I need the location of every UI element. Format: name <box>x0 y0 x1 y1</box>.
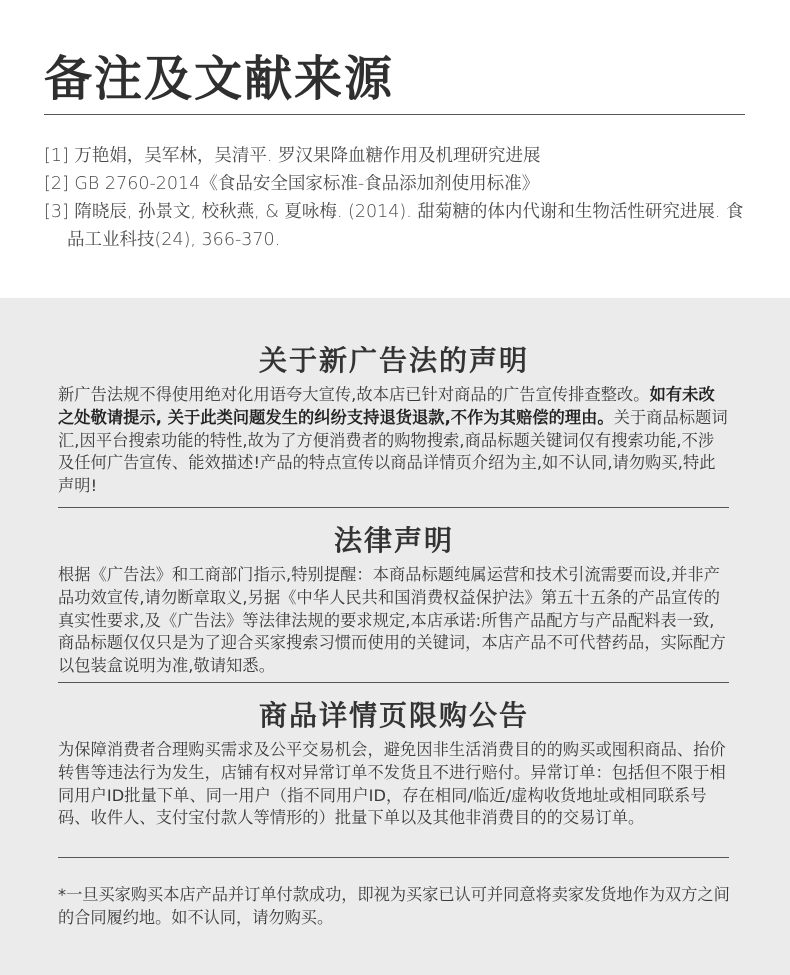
section-divider <box>58 682 729 683</box>
ad-law-title: 关于新广告法的声明 <box>258 344 529 377</box>
section-divider <box>58 857 729 858</box>
reference-item: [1] 万艳娟，吴军林，吴清平. 罗汉果降血糖作用及机理研究进展 <box>44 146 541 166</box>
ad-law-text-bold: 如有未改之处敬请提示, 关于此类问题发生的纠纷支持退货退款,不作为其赔偿的理由。 <box>58 385 715 427</box>
section-divider <box>58 507 729 508</box>
ad-law-section <box>58 344 730 498</box>
references-section <box>0 0 790 298</box>
purchase-limit-text: 为保障消费者合理购买需求及公平交易机会，避免因非生活消费目的的购买或囤积商品、抬价转售等违法行为发生，店铺有权对异常订单不发货且不进行赔付。异常订单：包括但不限于相同用户ID批量下单、同一用户（指不同用户ID，存在相同/临近/虚构收货地址或相同联系号码、收件人、支付宝付款人等情形的）批量下单以及其他非消费目的的交易订单。 <box>58 740 726 828</box>
purchase-limit-section <box>58 699 730 830</box>
reference-item: [3] 隋晓辰, 孙景文, 校秋燕, & 夏咏梅. (2014). 甜菊糖的体内代谢和生物活性研究进展. 食品工业科技(24), 366-370. <box>44 202 744 250</box>
title-divider <box>44 114 745 115</box>
legal-section <box>58 524 730 678</box>
legal-text: 根据《广告法》和工商部门指示,特别提醒：本商品标题纯属运营和技术引流需要而设,并非产品功效宣传,请勿断章取义,另据《中华人民共和国消费权益保护法》第五十五条的产品宣传的真实性要求,及《广告法》等法律法规的要求规定,本店承诺:所售产品配方与产品配料表一致, 商品标题仅仅只是为了迎合买家搜索习惯而使用的关键词，本店产品不可代替药品，实际配方以包装盒说明为准,敬请知悉。 <box>58 565 726 676</box>
statements-panel <box>0 298 790 975</box>
legal-title: 法律声明 <box>333 524 454 557</box>
footnote: *一旦买家购买本店产品并订单付款成功，即视为买家已认可并同意将卖家发货地作为双方之间的合同履约地。如不认同，请勿购买。 <box>58 885 730 927</box>
ad-law-text <box>58 384 730 498</box>
reference-item: [2] GB 2760-2014《食品安全国家标准-食品添加剂使用标准》 <box>44 174 540 194</box>
reference-list <box>44 142 749 254</box>
purchase-limit-title: 商品详情页限购公告 <box>258 699 529 732</box>
ad-law-text-2: 关于商品标题词汇,因平台搜索功能的特性,故为了方便消费者的购物搜索,商品标题关键词仅有搜索功能,不涉及任何广告宣传、能效描述!产品的特点宣传以商品详情页介绍为主,如不认同,请勿购买,特此声明! <box>58 407 728 496</box>
ad-law-text-1: 新广告法规不得使用绝对化用语夸大宣传,故本店已针对商品的广告宣传排查整改。 <box>58 385 650 404</box>
page-title: 备注及文献来源 <box>44 51 395 107</box>
